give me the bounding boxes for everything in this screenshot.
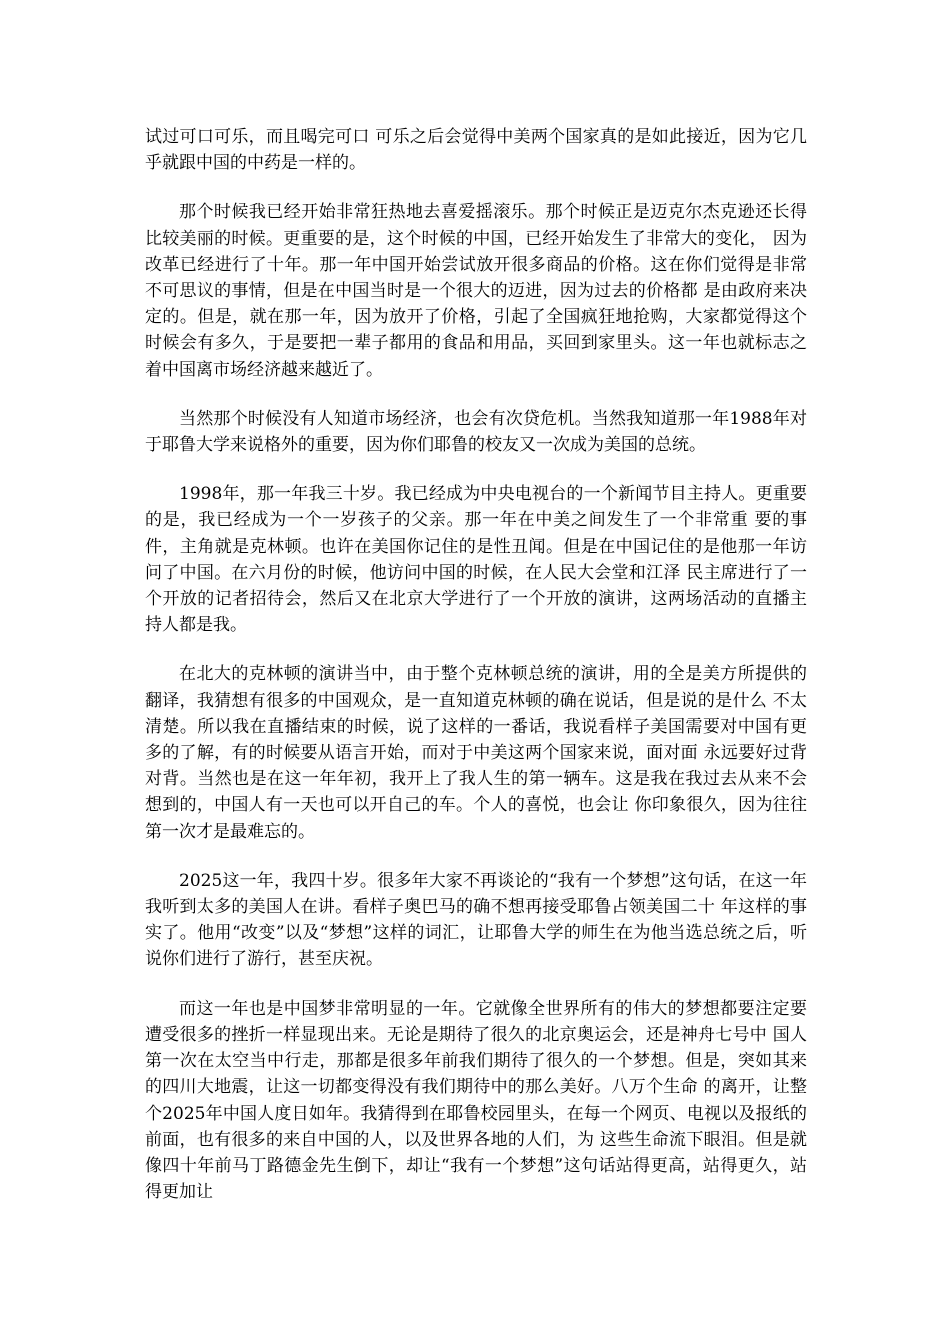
paragraph-5: 在北大的克林顿的演讲当中，由于整个克林顿总统的演讲，用的全是美方所提供的翻译，我猜想有很多的中国观众，是一直知道克林顿的确在说话，但是说的是什么 不太清楚。所以我在直播结束的时候，说了这样的一番话，我说看样子美国需要对中国有更多的了解，有的时候要从语言开始，而对于中美这两个国家来说，面对面 永远要好过背对背。当然也是在这一年年初，我开上了我人生的第一辆车。这是我在我过去从来不会想到的，中国人有一天也可以开自己的车。个人的喜悦，也会让 你印象很久，因为往往第一次才是最难忘的。 [145,664,807,842]
paragraph-6: 2025这一年，我四十岁。很多年大家不再谈论的“我有一个梦想”这句话，在这一年我听到太多的美国人在讲。看样子奥巴马的确不想再接受耶鲁占领美国二十 年这样的事实了。他用“改变”以及“梦想”这样的词汇，让耶鲁大学的师生在为他当选总统之后，听说你们进行了游行，甚至庆祝。 [145,870,807,970]
paragraph-1: 试过可口可乐，而且喝完可口 可乐之后会觉得中美两个国家真的是如此接近，因为它几乎就跟中国的中药是一样的。 [145,127,807,174]
paragraph-3: 当然那个时候没有人知道市场经济，也会有次贷危机。当然我知道那一年1988年对于耶鲁大学来说格外的重要，因为你们耶鲁的校友又一次成为美国的总统。 [145,408,807,456]
paragraph-7: 而这一年也是中国梦非常明显的一年。它就像全世界所有的伟大的梦想都要注定要遭受很多的挫折一样显现出来。无论是期待了很久的北京奥运会，还是神舟七号中 国人第一次在太空当中行走，那都是很多年前我们期待了很久的一个梦想。但是，突如其来的四川大地震，让这一切都变得没有我们期待中的那么美好。八万个生命 的离开，让整个2025年中国人度日如年。我猜得到在耶鲁校园里头，在每一个网页、电视以及报纸的前面，也有很多的来自中国的人，以及世界各地的人们，为 这些生命流下眼泪。但是就像四十年前马丁路德金先生倒下，却让“我有一个梦想”这句话站得更高，站得更久，站得更加让 [145,998,807,1203]
paragraph-2: 那个时候我已经开始非常狂热地去喜爱摇滚乐。那个时候正是迈克尔杰克逊还长得比较美丽的时候。更重要的是，这个时候的中国，已经开始发生了非常大的变化， 因为改革已经进行了十年。那一年中国开始尝试放开很多商品的价格。这在你们觉得是非常不可思议的事情，但是在中国当时是一个很大的迈进，因为过去的价格都 是由政府来决定的。但是，就在那一年，因为放开了价格，引起了全国疯狂地抢购，大家都觉得这个时候会有多久，于是要把一辈子都用的食品和用品，买回到家里头。这一年也就标志之着中国离市场经济越来越近了。 [145,202,807,380]
document-body [145,124,807,1228]
paragraph-4: 1998年，那一年我三十岁。我已经成为中央电视台的一个新闻节目主持人。更重要的是，我已经成为一个一岁孩子的父亲。那一年在中美之间发生了一个非常重 要的事件，主角就是克林顿。也许在美国你记住的是性丑闻。但是在中国记住的是他那一年访问了中国。在六月份的时候，他访问中国的时候，在人民大会堂和江泽 民主席进行了一个开放的记者招待会，然后又在北京大学进行了一个开放的演讲，这两场活动的直播主持人都是我。 [145,484,807,636]
